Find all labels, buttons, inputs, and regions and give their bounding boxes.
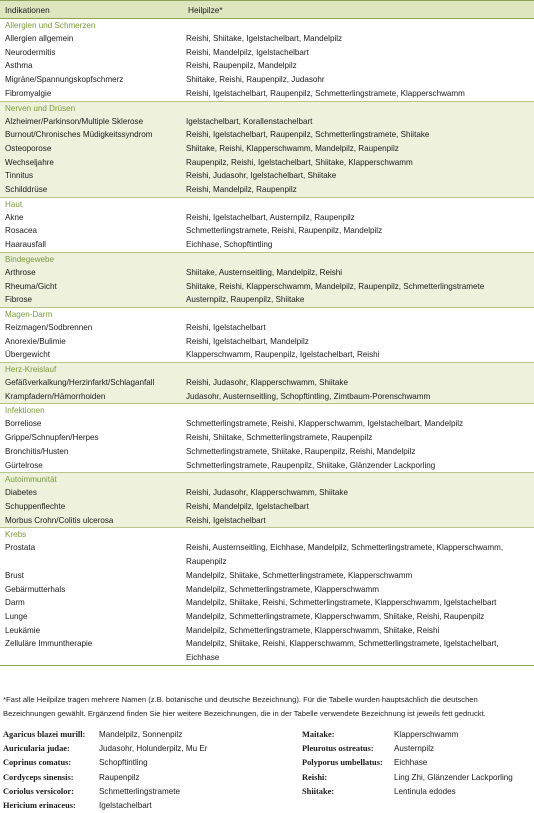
table-row [0, 583, 534, 597]
indication-cell: Krampfadern/Hämorrhoiden [5, 391, 106, 401]
table-row [0, 59, 534, 73]
table-row [0, 115, 534, 129]
table-section [0, 198, 534, 253]
glossary-entry [3, 728, 293, 742]
mushrooms-cell: Mandelpilz, Schmetterlingstramete, Klapperschwamm [186, 584, 379, 594]
indication-cell: Anorexie/Bulimie [5, 336, 66, 346]
glossary-names: Raupenpilz [99, 772, 140, 782]
table-row [0, 390, 534, 404]
table-section [0, 363, 534, 404]
table-row [0, 569, 534, 583]
table-section [0, 473, 534, 528]
indication-cell: Reizmagen/Sodbrennen [5, 322, 93, 332]
indication-cell: Fibrose [5, 295, 32, 305]
section-title: Infektionen [5, 406, 45, 416]
mushrooms-cell: Reishi, Shiitake, Schmetterlingstramete, Raupenpilz [186, 433, 373, 443]
glossary-term: Cordyceps sinensis: [3, 772, 74, 782]
mushrooms-cell: Mandelpilz, Schmetterlingstramete, Klapperschwamm, Shiitake, Reishi [186, 625, 440, 635]
glossary-term: Agaricus blazei murill: [3, 730, 86, 739]
indication-cell: Akne [5, 212, 24, 222]
glossary-entry [3, 785, 293, 799]
table-row [0, 500, 534, 514]
glossary-names: Eichhase [394, 758, 428, 768]
indication-cell: Borreliose [5, 419, 42, 429]
mushrooms-cell: Schmetterlingstramete, Reishi, Klapperschwamm, Igelstachelbart, Mandelpilz [186, 419, 464, 429]
glossary-names: Ling Zhi, Glänzender Lackporling [394, 772, 513, 782]
mushrooms-cell: Reishi, Austernseitling, Eichhase, Mandelpilz, Schmetterlingstramete, Klapperschwamm, Raupenpilz [186, 543, 504, 567]
table-section [0, 19, 534, 102]
glossary-entry [302, 756, 534, 770]
indication-cell: Schilddrüse [5, 185, 48, 195]
glossary-names: Klapperschwamm [394, 730, 459, 739]
indication-cell: Haarausfall [5, 240, 46, 250]
glossary-names: Lentinula edodes [394, 786, 456, 796]
mushrooms-cell: Reishi, Mandelpilz, Igelstachelbart [186, 501, 309, 511]
indication-cell: Übergewicht [5, 350, 50, 360]
glossary-entry [302, 728, 534, 742]
glossary-term: Coprinus comatus: [3, 758, 72, 768]
mushrooms-cell: Schmetterlingstramete, Shiitake, Raupenpilz, Reishi, Mandelpilz [186, 446, 416, 456]
indication-cell: Brust [5, 570, 24, 580]
table-row [0, 142, 534, 156]
table-row [0, 156, 534, 170]
table-row [0, 376, 534, 390]
glossary-entry [302, 742, 534, 756]
table-row [0, 335, 534, 349]
glossary-term: Shiitake: [302, 786, 335, 796]
header-indications: Indikationen [5, 4, 50, 15]
mushrooms-cell: Shiitake, Austernseitling, Mandelpilz, Reishi [186, 267, 343, 277]
mushrooms-cell: Igelstachelbart, Korallenstachelbart [186, 116, 313, 126]
table-row [0, 128, 534, 142]
mushrooms-cell: Reishi, Igelstachelbart, Raupenpilz, Schmetterlingstramete, Shiitake [186, 130, 430, 140]
glossary-right [302, 728, 534, 799]
indication-cell: Migräne/Spannungskopfschmerz [5, 75, 124, 85]
mushrooms-cell: Judasohr, Austernseitling, Schopftintling, Zimtbaum-Porenschwamm [186, 391, 431, 401]
glossary-entry [3, 742, 293, 756]
section-title: Nerven und Drüsen [5, 103, 76, 113]
glossary-names: Schopftintling [99, 758, 148, 768]
mushrooms-cell: Mandelpilz, Schmetterlingstramete, Klapperschwamm, Shiitake, Reishi, Raupenpilz [186, 611, 485, 621]
indication-cell: Alzheimer/Parkinson/Multiple Sklerose [5, 116, 144, 126]
table-section [0, 404, 534, 473]
section-title: Magen-Darm [5, 309, 53, 319]
section-title: Herz-Kreislauf [5, 365, 57, 375]
glossary-left [3, 728, 293, 813]
table-row [0, 445, 534, 459]
indication-cell: Lunge [5, 611, 28, 621]
table-row [0, 514, 534, 528]
glossary-names: Igelstachelbart [99, 801, 152, 811]
table-row [0, 431, 534, 445]
indication-cell: Asthma [5, 61, 33, 71]
glossary-entry [3, 771, 293, 785]
table-header [0, 0, 534, 19]
glossary-term: Hericium erinaceus: [3, 801, 76, 811]
section-title: Haut [5, 199, 23, 209]
indication-cell: Arthrose [5, 267, 36, 277]
mushrooms-cell: Reishi, Shiitake, Igelstachelbart, Mandelpilz [186, 34, 343, 43]
indication-cell: Burnout/Chronisches Müdigkeitssyndrom [5, 130, 153, 140]
glossary-names: Judasohr, Holunderpilz, Mu Er [99, 744, 208, 754]
table-row [0, 183, 534, 197]
mushrooms-cell: Reishi, Judasohr, Klapperschwamm, Shiitake [186, 378, 348, 388]
mushrooms-cell: Raupenpilz, Reishi, Igelstachelbart, Shiitake, Klapperschwamm [186, 157, 413, 167]
mushrooms-cell: Mandelpilz, Shiitake, Reishi, Schmetterlingstramete, Klapperschwamm, Igelstachelbart [186, 598, 497, 608]
mushrooms-cell: Reishi, Igelstachelbart, Austernpilz, Raupenpilz [186, 212, 355, 222]
table-row [0, 169, 534, 183]
indication-cell: Darm [5, 598, 25, 608]
table-row [0, 32, 534, 46]
table-row [0, 541, 534, 568]
mushrooms-cell: Schmetterlingstramete, Reishi, Raupenpilz, Mandelpilz [186, 226, 383, 236]
glossary-term: Reishi: [302, 772, 328, 782]
table-section [0, 253, 534, 308]
table-row [0, 280, 534, 294]
indication-cell: Leukämie [5, 625, 41, 635]
glossary-entry [302, 785, 534, 799]
table-section [0, 102, 534, 198]
indication-cell: Allergien allgemein [5, 34, 74, 43]
table-row [0, 224, 534, 238]
indication-cell: Rheuma/Gicht [5, 281, 57, 291]
table-row [0, 459, 534, 473]
glossary-entry [302, 771, 534, 785]
mushrooms-cell: Reishi, Igelstachelbart, Mandelpilz [186, 336, 309, 346]
section-title: Bindegewebe [5, 254, 55, 264]
header-mushrooms: Heilpilze* [188, 4, 223, 15]
glossary-entry [3, 756, 293, 770]
mushrooms-cell: Reishi, Igelstachelbart, Raupenpilz, Schmetterlingstramete, Klapperschwamm [186, 88, 465, 98]
table-row [0, 266, 534, 280]
glossary-entry [3, 799, 293, 813]
section-title: Allergien und Schmerzen [5, 21, 96, 30]
mushrooms-cell: Schmetterlingstramete, Raupenpilz, Shiitake, Glänzender Lackporling [186, 460, 436, 470]
glossary-term: Polyporus umbellatus: [302, 758, 383, 768]
indication-cell: Prostata [5, 543, 36, 553]
indication-cell: Tinnitus [5, 171, 34, 181]
table-row [0, 417, 534, 431]
table-row [0, 211, 534, 225]
mushrooms-cell: Reishi, Igelstachelbart [186, 322, 266, 332]
indication-cell: Osteoporose [5, 143, 52, 153]
glossary-names: Schmetterlingstramete [99, 786, 180, 796]
indication-cell: Gürtelrose [5, 460, 43, 470]
glossary-term: Auricularia judae: [3, 744, 70, 754]
table-row [0, 596, 534, 610]
indication-cell: Neurodermitis [5, 47, 56, 57]
indication-cell: Grippe/Schnupfen/Herpes [5, 433, 99, 443]
section-title: Autoimmunität [5, 475, 57, 485]
table-row [0, 637, 534, 664]
mushrooms-cell: Shiitake, Reishi, Raupenpilz, Judasohr [186, 75, 325, 85]
mushrooms-cell: Reishi, Raupenpilz, Mandelpilz [186, 61, 297, 71]
indication-cell: Fibromyalgie [5, 88, 52, 98]
mushrooms-cell: Reishi, Judasohr, Klapperschwamm, Shiitake [186, 488, 348, 498]
table-row [0, 610, 534, 624]
footnote: *Fast alle Heilpilze tragen mehrere Namen (z.B. botanische und deutsche Bezeichnung). Für die Tabelle wurden hauptsächlich die deutschen Bezeichnungen gewählt. Ergänzend finden Sie hier weitere Bezeichnungen, die in der Tabelle verwendete Bezeichnung ist jeweils fett gedruckt. [3, 695, 486, 718]
indication-cell: Gebärmutterhals [5, 584, 66, 594]
table-row [0, 46, 534, 60]
mushrooms-cell: Shiitake, Reishi, Klapperschwamm, Mandelpilz, Raupenpilz, Schmetterlingstramete [186, 281, 485, 291]
glossary-term: Maitake: [302, 730, 335, 739]
table-body [0, 19, 534, 666]
indication-cell: Bronchitis/Husten [5, 446, 69, 456]
table-row [0, 348, 534, 362]
table-row [0, 293, 534, 307]
glossary-names: Mandelpilz, Sonnenpilz [99, 730, 183, 739]
table-row [0, 486, 534, 500]
mushrooms-cell: Eichhase, Schopftintling [186, 240, 273, 250]
table-row [0, 73, 534, 87]
mushrooms-cell: Reishi, Judasohr, Igelstachelbart, Shiitake [186, 171, 337, 181]
indication-cell: Wechseljahre [5, 157, 54, 167]
mushrooms-cell: Klapperschwamm, Raupenpilz, Igelstachelbart, Reishi [186, 350, 380, 360]
mushrooms-cell: Reishi, Igelstachelbart [186, 515, 266, 525]
table-section [0, 308, 534, 363]
table-section [0, 528, 534, 665]
table-row [0, 238, 534, 252]
table-row [0, 624, 534, 638]
mushrooms-cell: Mandelpilz, Shiitake, Schmetterlingstramete, Klapperschwamm [186, 570, 413, 580]
mushrooms-cell: Reishi, Mandelpilz, Igelstachelbart [186, 47, 309, 57]
section-title: Krebs [5, 530, 27, 540]
indication-cell: Diabetes [5, 488, 37, 498]
mushrooms-cell: Austernpilz, Raupenpilz, Shiitake [186, 295, 305, 305]
indication-cell: Rosacea [5, 226, 37, 236]
glossary-term: Coriolus versicolor: [3, 786, 74, 796]
indication-cell: Morbus Crohn/Colitis ulcerosa [5, 515, 114, 525]
mushrooms-cell: Shiitake, Reishi, Klapperschwamm, Mandelpilz, Raupenpilz [186, 143, 399, 153]
table-row [0, 321, 534, 335]
glossary-term: Pleurotus ostreatus: [302, 744, 374, 754]
indication-cell: Gefäßverkalkung/Herzinfarkt/Schlaganfall [5, 378, 155, 388]
mushrooms-cell: Mandelpilz, Shiitake, Reishi, Klapperschwamm, Schmetterlingstramete, Igelstachelbart, Eichhase [186, 639, 499, 663]
mushrooms-cell: Reishi, Mandelpilz, Raupenpilz [186, 185, 297, 195]
indication-cell: Schuppenflechte [5, 501, 66, 511]
glossary-names: Austernpilz [394, 744, 435, 754]
table-row [0, 87, 534, 101]
indication-cell: Zelluläre Immuntherapie [5, 639, 93, 649]
